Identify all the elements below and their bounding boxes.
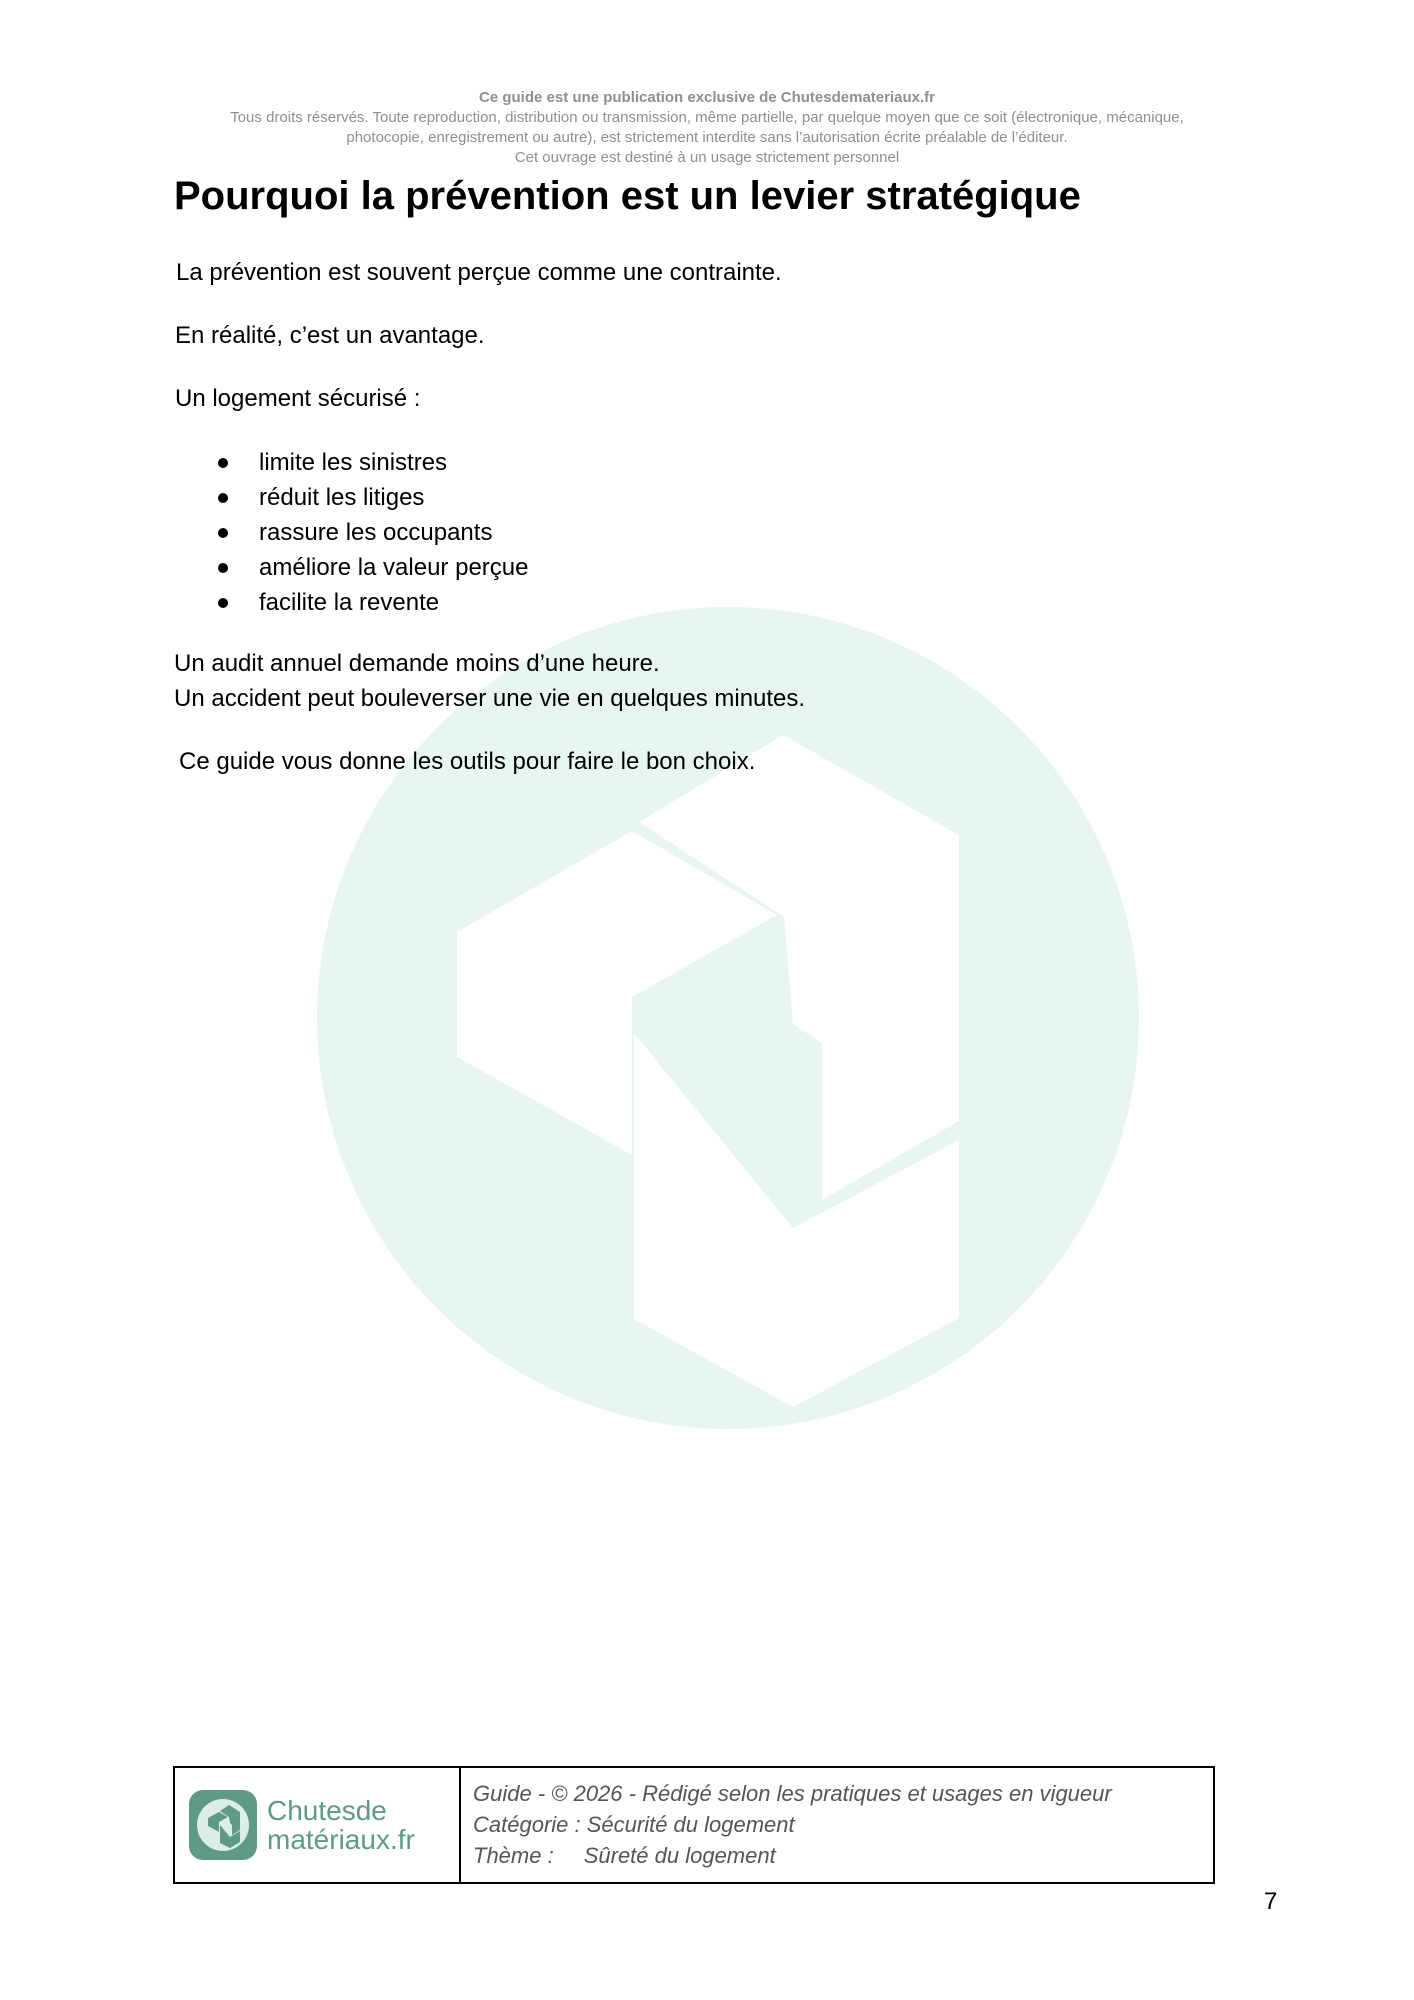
logo-text-line: Chutesde [267,1795,387,1826]
list-item: améliore la valeur perçue [214,550,528,585]
list-item: rassure les occupants [214,515,528,550]
list-item: facilite la revente [214,585,528,620]
footer-info [461,1768,1112,1882]
benefits-list [214,445,528,620]
chutesdemateriaux-logo-icon [189,1790,257,1860]
footer-logo [175,1768,461,1882]
accident-sentence: Un accident peut bouleverser une vie en quelques minutes. [174,685,806,712]
paragraph [174,646,805,716]
page-content [174,170,1254,775]
paragraph: En réalité, c’est un avantage. [175,322,485,349]
paragraph: La prévention est souvent perçue comme une contrainte. [176,259,782,286]
theme-value: Sûreté du logement [583,1843,776,1868]
page-title: Pourquoi la prévention est un levier stratégique [174,174,1081,218]
list-item: réduit les litiges [214,480,528,515]
logo-text-line: matériaux.fr [267,1824,415,1855]
logo-wordmark [267,1796,415,1854]
personal-use-notice: Cet ouvrage est destiné à un usage strictement personnel [514,149,900,166]
theme-info [473,1840,1112,1871]
copyright-notice [0,88,1414,168]
audit-sentence: Un audit annuel demande moins d’une heure. [174,650,660,677]
paragraph: Un logement sécurisé : [175,385,421,412]
list-item: limite les sinistres [214,445,528,480]
rights-notice-line: Tous droits réservés. Toute reproduction, distribution ou transmission, même partielle, par quelque moyen que ce soit (électronique, mécanique, [230,109,1184,126]
rights-notice-line: photocopie, enregistrement ou autre), est strictement interdite sans l’autorisation écrite préalable de l’éditeur. [346,129,1068,146]
theme-label: Thème : [473,1843,554,1868]
category-info: Catégorie : Sécurité du logement [473,1812,795,1837]
publication-notice: Ce guide est une publication exclusive de Chutesdemateriaux.fr [479,89,935,106]
watermark-logo [317,607,1139,1429]
guide-info: Guide - © 2026 - Rédigé selon les pratiques et usages en vigueur [473,1781,1112,1806]
footer-box [173,1766,1215,1884]
paragraph: Ce guide vous donne les outils pour faire le bon choix. [179,748,756,775]
page-number: 7 [1264,1888,1278,1915]
